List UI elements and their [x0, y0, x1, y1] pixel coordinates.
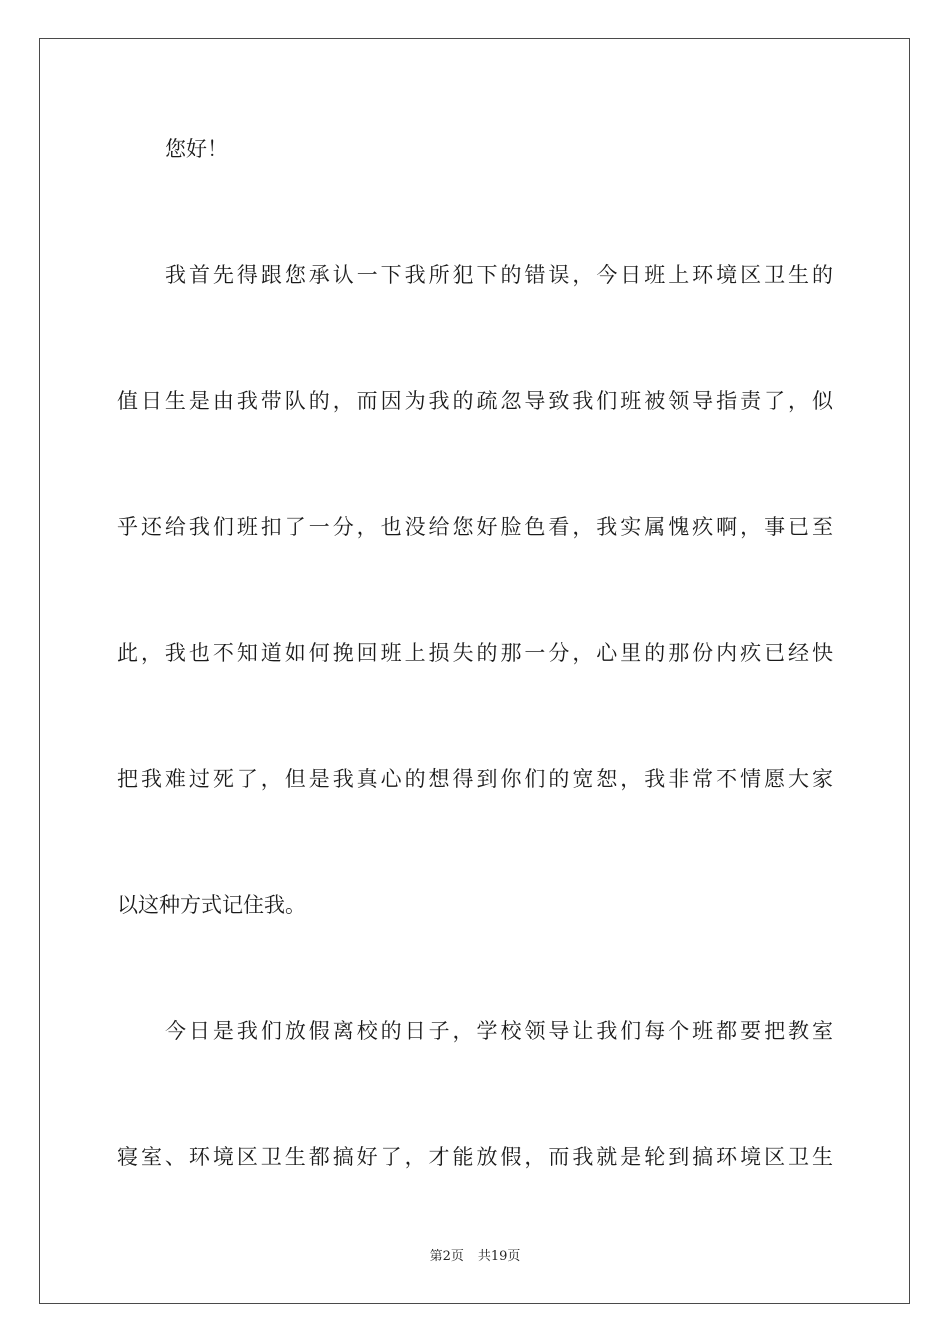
paragraph-line-8: 寝室、环境区卫生都搞好了，才能放假，而我就是轮到搞环境区卫生: [117, 1145, 833, 1169]
paragraph-line-7: 今日是我们放假离校的日子，学校领导让我们每个班都要把教室: [165, 1019, 833, 1043]
paragraph-line-2: 值日生是由我带队的，而因为我的疏忽导致我们班被领导指责了，似: [117, 389, 833, 413]
greeting-line: 您好！: [165, 137, 228, 161]
page-border: [39, 38, 910, 1304]
paragraph-line-6: 以这种方式记住我。: [117, 893, 306, 917]
paragraph-line-1: 我首先得跟您承认一下我所犯下的错误，今日班上环境区卫生的: [165, 263, 833, 287]
page-number-total: 共19页: [477, 1249, 521, 1264]
paragraph-line-3: 乎还给我们班扣了一分，也没给您好脸色看，我实属愧疚啊，事已至: [117, 515, 833, 539]
paragraph-line-5: 把我难过死了，但是我真心的想得到你们的宽恕，我非常不情愿大家: [117, 767, 833, 791]
paragraph-line-4: 此，我也不知道如何挽回班上损失的那一分，心里的那份内疚已经快: [117, 641, 833, 665]
page-number-current: 第2页: [429, 1249, 464, 1264]
page-footer: [0, 1248, 950, 1266]
